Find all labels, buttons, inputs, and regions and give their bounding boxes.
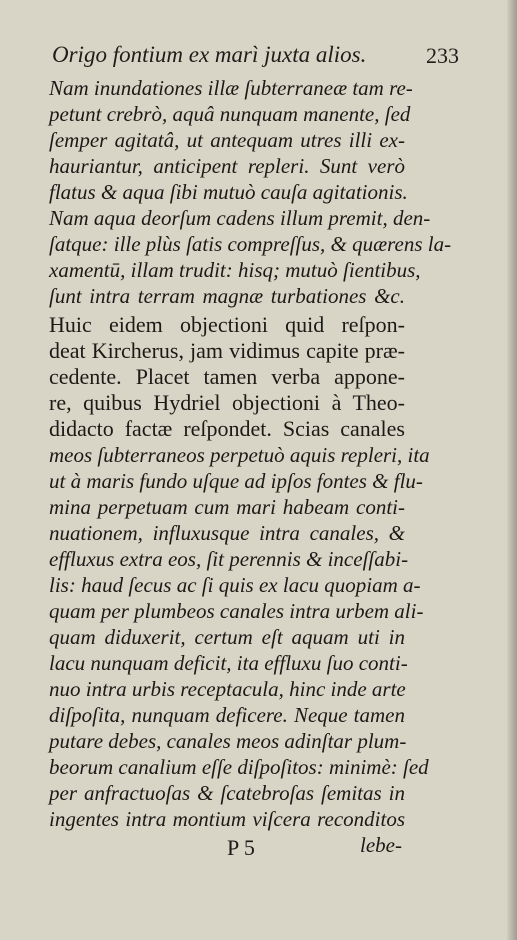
text-line: per anfractuoſas & ſcatebroſas ſemitas in [49, 781, 405, 805]
text-line: Nam inundationes illæ ſubterraneæ tam re- [49, 76, 413, 100]
text-line: Huic eidem objectioni quid reſpon- [49, 312, 405, 337]
text-line: diſpoſita, nunquam deficere. Neque tamen [49, 703, 405, 727]
text-line: re, quibus Hydriel objectioni à Theo- [49, 390, 405, 415]
text-line: putare debes, canales meos adinſtar plum- [49, 729, 407, 753]
text-line: effluxus extra eos, ſit perennis & inceſſabi- [49, 547, 409, 571]
catchword: lebe- [360, 833, 402, 857]
text-line: mina perpetuam cum mari habeam conti- [49, 495, 405, 519]
text-line: lacu nunquam deficit, ita effluxu ſuo conti- [49, 651, 408, 675]
running-header: Origo fontium ex marì juxta alios. [52, 42, 367, 67]
text-line: quam per plumbeos canales intra urbem ali- [49, 599, 424, 623]
text-line: lis: haud ſecus ac ſi quis ex lacu quopiam a- [49, 573, 421, 597]
text-line: hauriantur, anticipent repleri. Sunt verò [49, 154, 405, 178]
text-line: cedente. Placet tamen verba appone- [49, 364, 405, 389]
text-line: petunt crebrò, aquâ nunquam manente, ſed [49, 102, 411, 126]
signature-mark: P 5 [227, 835, 255, 860]
text-line: ſatque: ille plùs ſatis compreſſus, & quærens la- [49, 232, 452, 256]
text-line: nuationem, influxusque intra canales, & [49, 521, 405, 545]
text-line: ingentes intra montium viſcera reconditos [49, 807, 405, 831]
text-line: quam diduxerit, certum eſt aquam uti in [49, 625, 405, 649]
page-gutter-shadow [507, 0, 517, 940]
text-line: Nam aqua deorſum cadens illum premit, den- [49, 206, 431, 230]
page-number: 233 [426, 43, 459, 68]
text-line: flatus & aqua ſibi mutuò cauſa agitationis. [49, 180, 408, 204]
text-line: xamentū, illam trudit: hisq; mutuò ſientibus, [49, 258, 421, 282]
text-line: ut à maris fundo uſque ad ipſos fontes & flu- [49, 469, 423, 493]
text-line: beorum canalium eſſe diſpoſitos: minimè: ſed [49, 755, 429, 779]
text-line: meos ſubterraneos perpetuò aquis repleri, ita [49, 443, 430, 467]
text-line: deat Kircherus, jam vidimus capite præ- [49, 338, 405, 363]
text-line: ſunt intra terram magnæ turbationes &c. [49, 284, 405, 308]
text-line: didacto factæ reſpondet. Scias canales [49, 416, 405, 441]
text-line: ſemper agitatâ, ut antequam utres illi ex- [49, 128, 405, 152]
text-line: nuo intra urbis receptacula, hinc inde arte [49, 677, 406, 701]
